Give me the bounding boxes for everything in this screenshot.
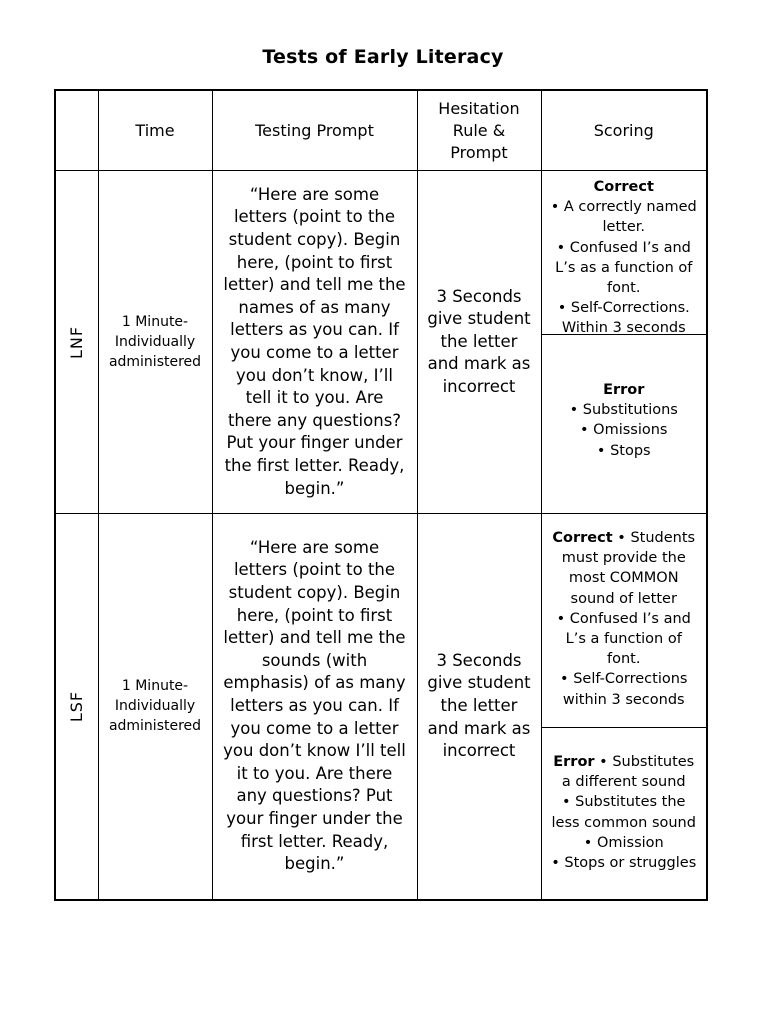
scoring-correct-section: [542, 171, 707, 335]
prompt-line: “Here are some: [249, 537, 380, 557]
prompt-line: begin.”: [284, 478, 345, 498]
row-label-cell: [55, 171, 98, 514]
time-line: 1 Minute-: [121, 314, 189, 330]
error-first-line: • Substitutes: [594, 754, 695, 770]
correct-line: must provide the: [561, 550, 686, 567]
header-testing-prompt: Testing Prompt: [212, 90, 417, 171]
time-line: Individually: [114, 698, 196, 715]
correct-heading: Correct: [552, 530, 613, 546]
prompt-line: names of as many: [238, 297, 391, 317]
hesitation-line: 3 Seconds: [436, 650, 522, 670]
correct-line: within 3 seconds: [562, 691, 685, 708]
literacy-tests-table: [54, 89, 708, 901]
hesitation-line: give student: [427, 309, 531, 329]
scoring-error-section: [542, 335, 707, 461]
prompt-line: you don’t know I’ll tell: [223, 741, 406, 761]
header-hesitation-line: Prompt: [450, 142, 508, 162]
document-title: Tests of Early Literacy: [262, 46, 504, 68]
time-line: administered: [108, 354, 202, 370]
time-line: Individually: [114, 334, 196, 350]
prompt-line: sounds (with: [261, 650, 368, 670]
row-label-cell: [55, 514, 98, 900]
hesitation-line: and mark as: [427, 718, 531, 738]
correct-line: • Confused I’s and: [556, 610, 691, 627]
table-row-lnf: [55, 171, 707, 514]
table-row-lsf: [55, 514, 707, 900]
prompt-line: here, (point to first: [236, 252, 393, 272]
correct-line: L’s as a function of: [555, 259, 693, 276]
correct-line: • Self-Corrections: [560, 671, 688, 688]
error-line: • Omissions: [580, 422, 668, 439]
hesitation-line: incorrect: [442, 741, 516, 761]
prompt-line: the first letter. Ready,: [224, 455, 405, 475]
header-hesitation: [417, 90, 541, 171]
error-line: less common sound: [551, 814, 696, 831]
prompt-line: you don’t know, I’ll: [236, 365, 393, 385]
prompt-line: Put your finger under: [226, 433, 403, 453]
prompt-line: first letter. Ready,: [240, 831, 389, 851]
correct-line: • Confused I’s and: [556, 239, 691, 256]
correct-first-line: • Students: [612, 530, 696, 546]
prompt-line: any questions? Put: [236, 786, 393, 806]
time-line: 1 Minute-: [121, 678, 189, 695]
prompt-line: letter) and tell me the: [223, 275, 406, 295]
prompt-line: emphasis) of as many: [223, 673, 406, 693]
correct-line: font.: [607, 280, 641, 297]
correct-line: sound of letter: [570, 590, 677, 607]
prompt-line: student copy). Begin: [228, 582, 401, 602]
scoring-error-section: [542, 728, 707, 873]
scoring-correct-section: [542, 514, 707, 728]
error-line: • Stops or struggles: [551, 855, 697, 872]
prompt-line: you come to a letter: [230, 718, 399, 738]
row-label-lnf: LNF: [67, 325, 87, 359]
prompt-line: your finger under the: [226, 808, 403, 828]
hesitation-line: and mark as: [427, 354, 531, 374]
prompt-line: letters as you can. If: [230, 695, 399, 715]
header-scoring: Scoring: [541, 90, 707, 171]
header-time: Time: [98, 90, 212, 171]
error-line: • Substitutions: [569, 402, 678, 419]
scoring-cell: [541, 514, 707, 900]
prompt-line: you come to a letter: [230, 343, 399, 362]
prompt-line: begin.”: [284, 854, 345, 874]
testing-prompt-cell: [212, 514, 417, 900]
prompt-line: it to you. Are there: [236, 763, 393, 783]
correct-line: • Self-Corrections.: [557, 300, 690, 317]
error-line: • Substitutes the: [562, 794, 686, 811]
header-hesitation-line: Rule &: [452, 120, 506, 140]
prompt-line: student copy). Begin: [228, 230, 401, 250]
header-hesitation-line: Hesitation: [438, 98, 520, 118]
prompt-line: there any questions?: [227, 410, 402, 430]
prompt-line: tell it to you. Are: [245, 388, 384, 408]
time-cell: [98, 514, 212, 900]
error-heading: Error: [553, 754, 595, 770]
prompt-line: letters as you can. If: [230, 320, 399, 340]
error-line: a different sound: [561, 774, 686, 791]
time-line: administered: [108, 718, 202, 735]
correct-heading: Correct: [593, 179, 654, 195]
correct-line: L’s a function of: [565, 631, 682, 648]
prompt-line: “Here are some: [249, 184, 380, 204]
correct-line: • A correctly named: [550, 199, 697, 216]
hesitation-line: incorrect: [442, 376, 516, 396]
correct-line: font.: [607, 651, 641, 668]
prompt-line: letters (point to the: [233, 207, 396, 227]
time-cell: [98, 171, 212, 514]
hesitation-line: the letter: [440, 331, 518, 351]
row-label-lsf: LSF: [67, 690, 87, 722]
error-heading: Error: [603, 382, 645, 398]
testing-prompt-cell: [212, 171, 417, 514]
header-blank-cell: [55, 90, 98, 171]
correct-line: most COMMON: [568, 570, 679, 587]
error-line: • Stops: [596, 442, 651, 459]
hesitation-line: give student: [427, 673, 531, 693]
hesitation-line: 3 Seconds: [436, 286, 522, 306]
prompt-line: here, (point to first: [236, 605, 393, 625]
hesitation-cell: [417, 171, 541, 514]
error-line: • Omission: [583, 834, 664, 851]
hesitation-line: the letter: [440, 695, 518, 715]
prompt-line: letters (point to the: [233, 560, 396, 580]
correct-line: Within 3 seconds: [561, 320, 686, 337]
correct-line: letter.: [602, 219, 645, 236]
table-header-row: [55, 90, 707, 171]
scoring-cell: [541, 171, 707, 514]
hesitation-cell: [417, 514, 541, 900]
prompt-line: letter) and tell me the: [223, 628, 406, 648]
